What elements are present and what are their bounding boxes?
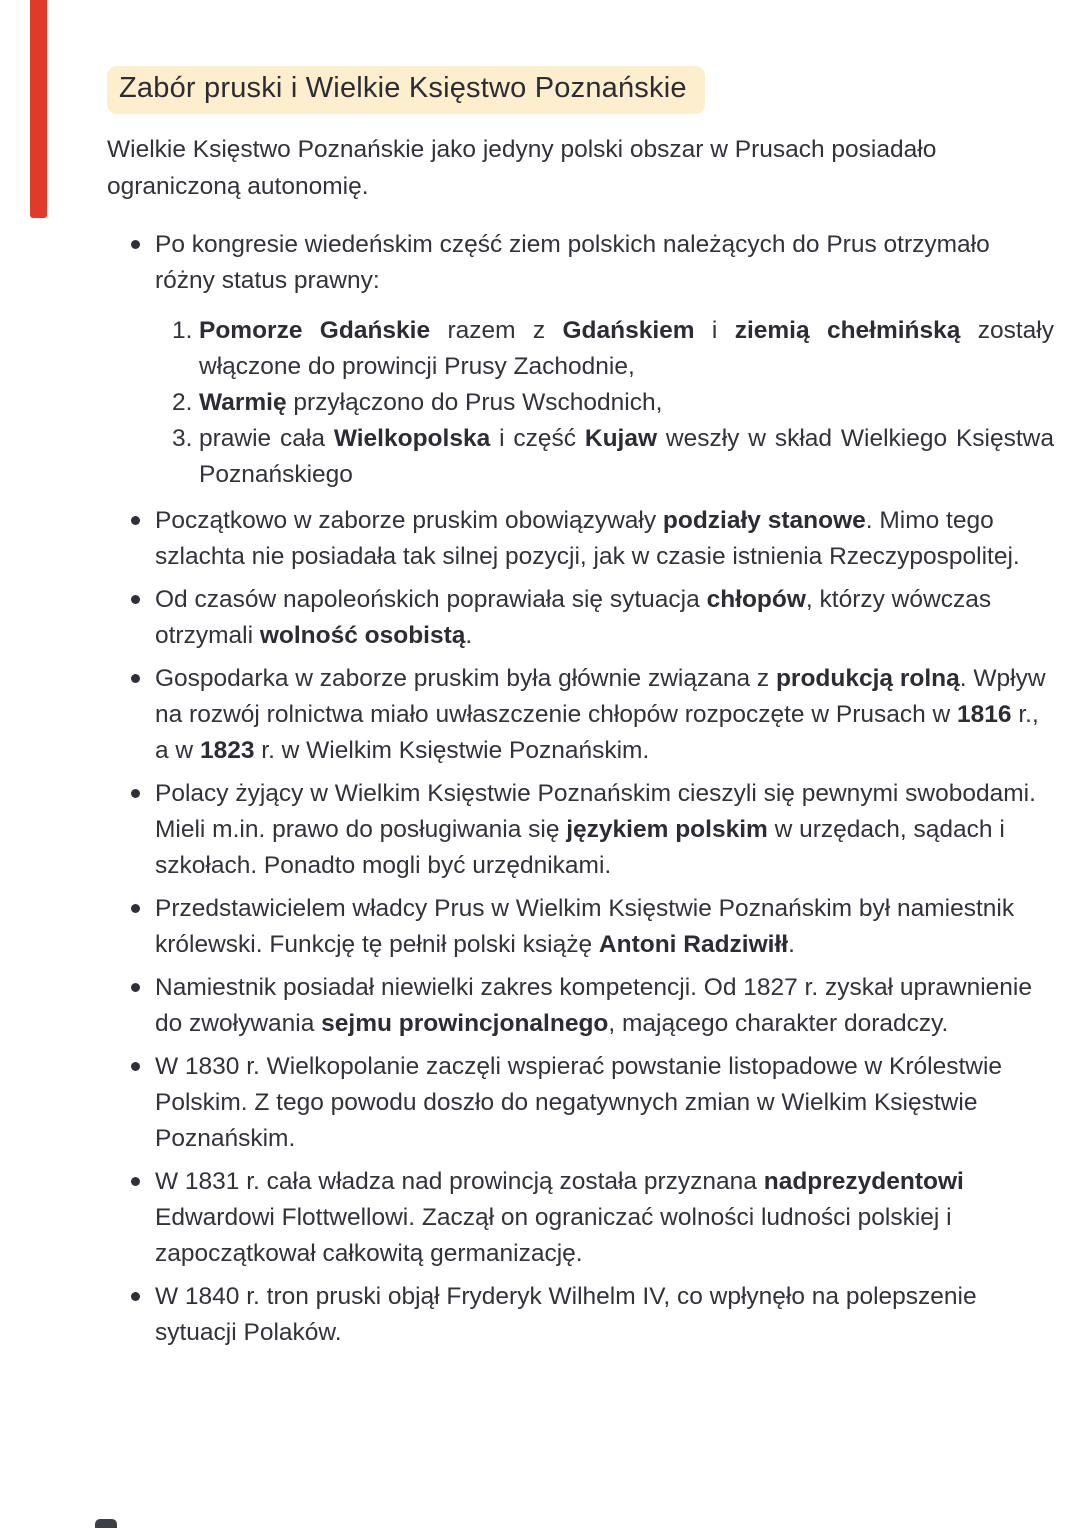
plain-text: Edwardowi Flottwellowi. Zaczął on ograniczać wolności ludności polskiej i zapoczątkował całkowitą germanizację. (155, 1204, 952, 1267)
plain-text: , którzy wówczas otrzymali (155, 586, 992, 649)
bold-text: produkcją rolną (775, 665, 960, 692)
numbered-item-text (199, 317, 1054, 380)
plain-text: r., a w (155, 701, 1039, 764)
plain-text: . Mimo tego szlachta nie posiadała tak silnej pozycji, jak w czasie istnienia Rzeczypospolitej. (155, 507, 1020, 570)
plain-text: zostały włączone do prowincji Prusy Zachodnie, (199, 317, 1054, 380)
plain-text: . (788, 931, 795, 958)
bold-text: nadprezydentowi (763, 1168, 964, 1195)
item-number: 3. (172, 425, 193, 452)
bold-text: sejmu prowincjonalnego (321, 1010, 609, 1037)
bold-text: ziemią chełmińską (734, 317, 961, 344)
next-section-edge (95, 1519, 117, 1528)
bullet-list (107, 227, 1054, 1351)
plain-text: Przedstawicielem władcy Prus w Wielkim Księstwie Poznańskim był namiestnik królewski. Funkcję tę pełnił polski książę (155, 895, 1015, 958)
plain-text: W 1830 r. Wielkopolanie zaczęli wspierać powstanie listopadowe w Królestwie Polskim. Z tego powodu doszło do negatywnych zmian w Wielkim Księstwie Poznańskim. (155, 1053, 1003, 1152)
plain-text: w urzędach, sądach i szkołach. Ponadto mogli być urzędnikami. (155, 816, 1005, 879)
bullet-dot-icon (131, 1177, 140, 1186)
bullet-item (107, 227, 1054, 493)
plain-text: , mającego charakter doradczy. (608, 1010, 949, 1037)
numbered-sublist (155, 313, 1054, 493)
numbered-item (155, 385, 1054, 421)
bold-text: 1823 (199, 737, 255, 764)
bullet-item (107, 1049, 1054, 1157)
plain-text: i część (490, 425, 585, 452)
bold-text: Antoni Radziwiłł (598, 931, 789, 958)
plain-text: Od czasów napoleońskich poprawiała się sytuacja (155, 586, 707, 613)
numbered-item (155, 421, 1054, 493)
page-title-row (107, 66, 1054, 114)
bold-text: Gdańskiem (562, 317, 695, 344)
bullet-item (107, 582, 1054, 654)
plain-text: Gospodarka w zaborze pruskim była głównie związana z (155, 665, 776, 692)
bullet-text (155, 780, 1036, 879)
numbered-item-text (199, 425, 1054, 488)
bold-text: językiem polskim (566, 816, 768, 843)
bullet-dot-icon (131, 789, 140, 798)
bullet-item (107, 1279, 1054, 1351)
bold-text: podziały stanowe (662, 507, 866, 534)
bullet-text (155, 665, 1046, 764)
bullet-dot-icon (131, 595, 140, 604)
bullet-text (155, 895, 1014, 958)
bullet-text (155, 231, 990, 294)
bold-text: Wielkopolska (333, 425, 491, 452)
bullet-dot-icon (131, 1062, 140, 1071)
plain-text: . Wpływ na rozwój rolnictwa miało uwłaszczenie chłopów rozpoczęte w Prusach w (155, 665, 1046, 728)
bold-text: Pomorze Gdańskie (199, 317, 431, 344)
bullet-dot-icon (131, 1292, 140, 1301)
bullet-dot-icon (131, 983, 140, 992)
bullet-item (107, 1164, 1054, 1272)
bullet-item (107, 776, 1054, 884)
bullet-text (155, 507, 1020, 570)
bold-text: wolność osobistą (259, 622, 466, 649)
intro-paragraph: Wielkie Księstwo Poznańskie jako jedyny polski obszar w Prusach posiadało ograniczoną autonomię. (107, 136, 937, 200)
plain-text: i (694, 317, 735, 344)
plain-text: razem z (430, 317, 563, 344)
document-page (107, 66, 1054, 1358)
bold-text: chłopów (706, 586, 806, 613)
bullet-text (155, 586, 991, 649)
numbered-item (155, 313, 1054, 385)
bullet-item (107, 970, 1054, 1042)
bullet-item (107, 661, 1054, 769)
bullet-text (155, 974, 1032, 1037)
bullet-text (155, 1053, 1002, 1152)
numbered-item-text (199, 389, 662, 416)
plain-text: weszły w skład Wielkiego Księstwa Poznańskiego (199, 425, 1054, 488)
plain-text: Namiestnik posiadał niewielki zakres kompetencji. Od 1827 r. zyskał uprawnienie do zwoływania (155, 974, 1032, 1037)
plain-text: Polacy żyjący w Wielkim Księstwie Poznańskim cieszyli się pewnymi swobodami. Mieli m.in. prawo do posługiwania się (155, 780, 1036, 843)
plain-text: r. w Wielkim Księstwie Poznańskim. (254, 737, 650, 764)
bold-text: Kujaw (584, 425, 658, 452)
bullet-text (155, 1283, 977, 1346)
plain-text: Początkowo w zaborze pruskim obowiązywały (155, 507, 663, 534)
bullet-dot-icon (131, 240, 140, 249)
plain-text: Po kongresie wiedeńskim część ziem polskich należących do Prus otrzymało różny status prawny: (155, 231, 990, 294)
plain-text: przyłączono do Prus Wschodnich, (286, 389, 663, 416)
bold-text: Warmię (199, 389, 287, 416)
bullet-item (107, 503, 1054, 575)
plain-text: W 1831 r. cała władza nad prowincją została przyznana (155, 1168, 764, 1195)
bullet-dot-icon (131, 516, 140, 525)
bullet-text (155, 1168, 964, 1267)
page-title: Zabór pruski i Wielkie Księstwo Poznańskie (107, 66, 705, 114)
item-number: 2. (172, 389, 193, 416)
plain-text: W 1840 r. tron pruski objął Fryderyk Wilhelm IV, co wpłynęło na polepszenie sytuacji Polaków. (155, 1283, 977, 1346)
plain-text: . (465, 622, 473, 649)
left-accent-bar (30, 0, 47, 218)
item-number: 1. (172, 317, 193, 344)
bold-text: 1816 (957, 701, 1012, 728)
bullet-item (107, 891, 1054, 963)
bullet-dot-icon (131, 674, 140, 683)
bullet-dot-icon (131, 904, 140, 913)
plain-text: prawie cała (199, 425, 334, 452)
